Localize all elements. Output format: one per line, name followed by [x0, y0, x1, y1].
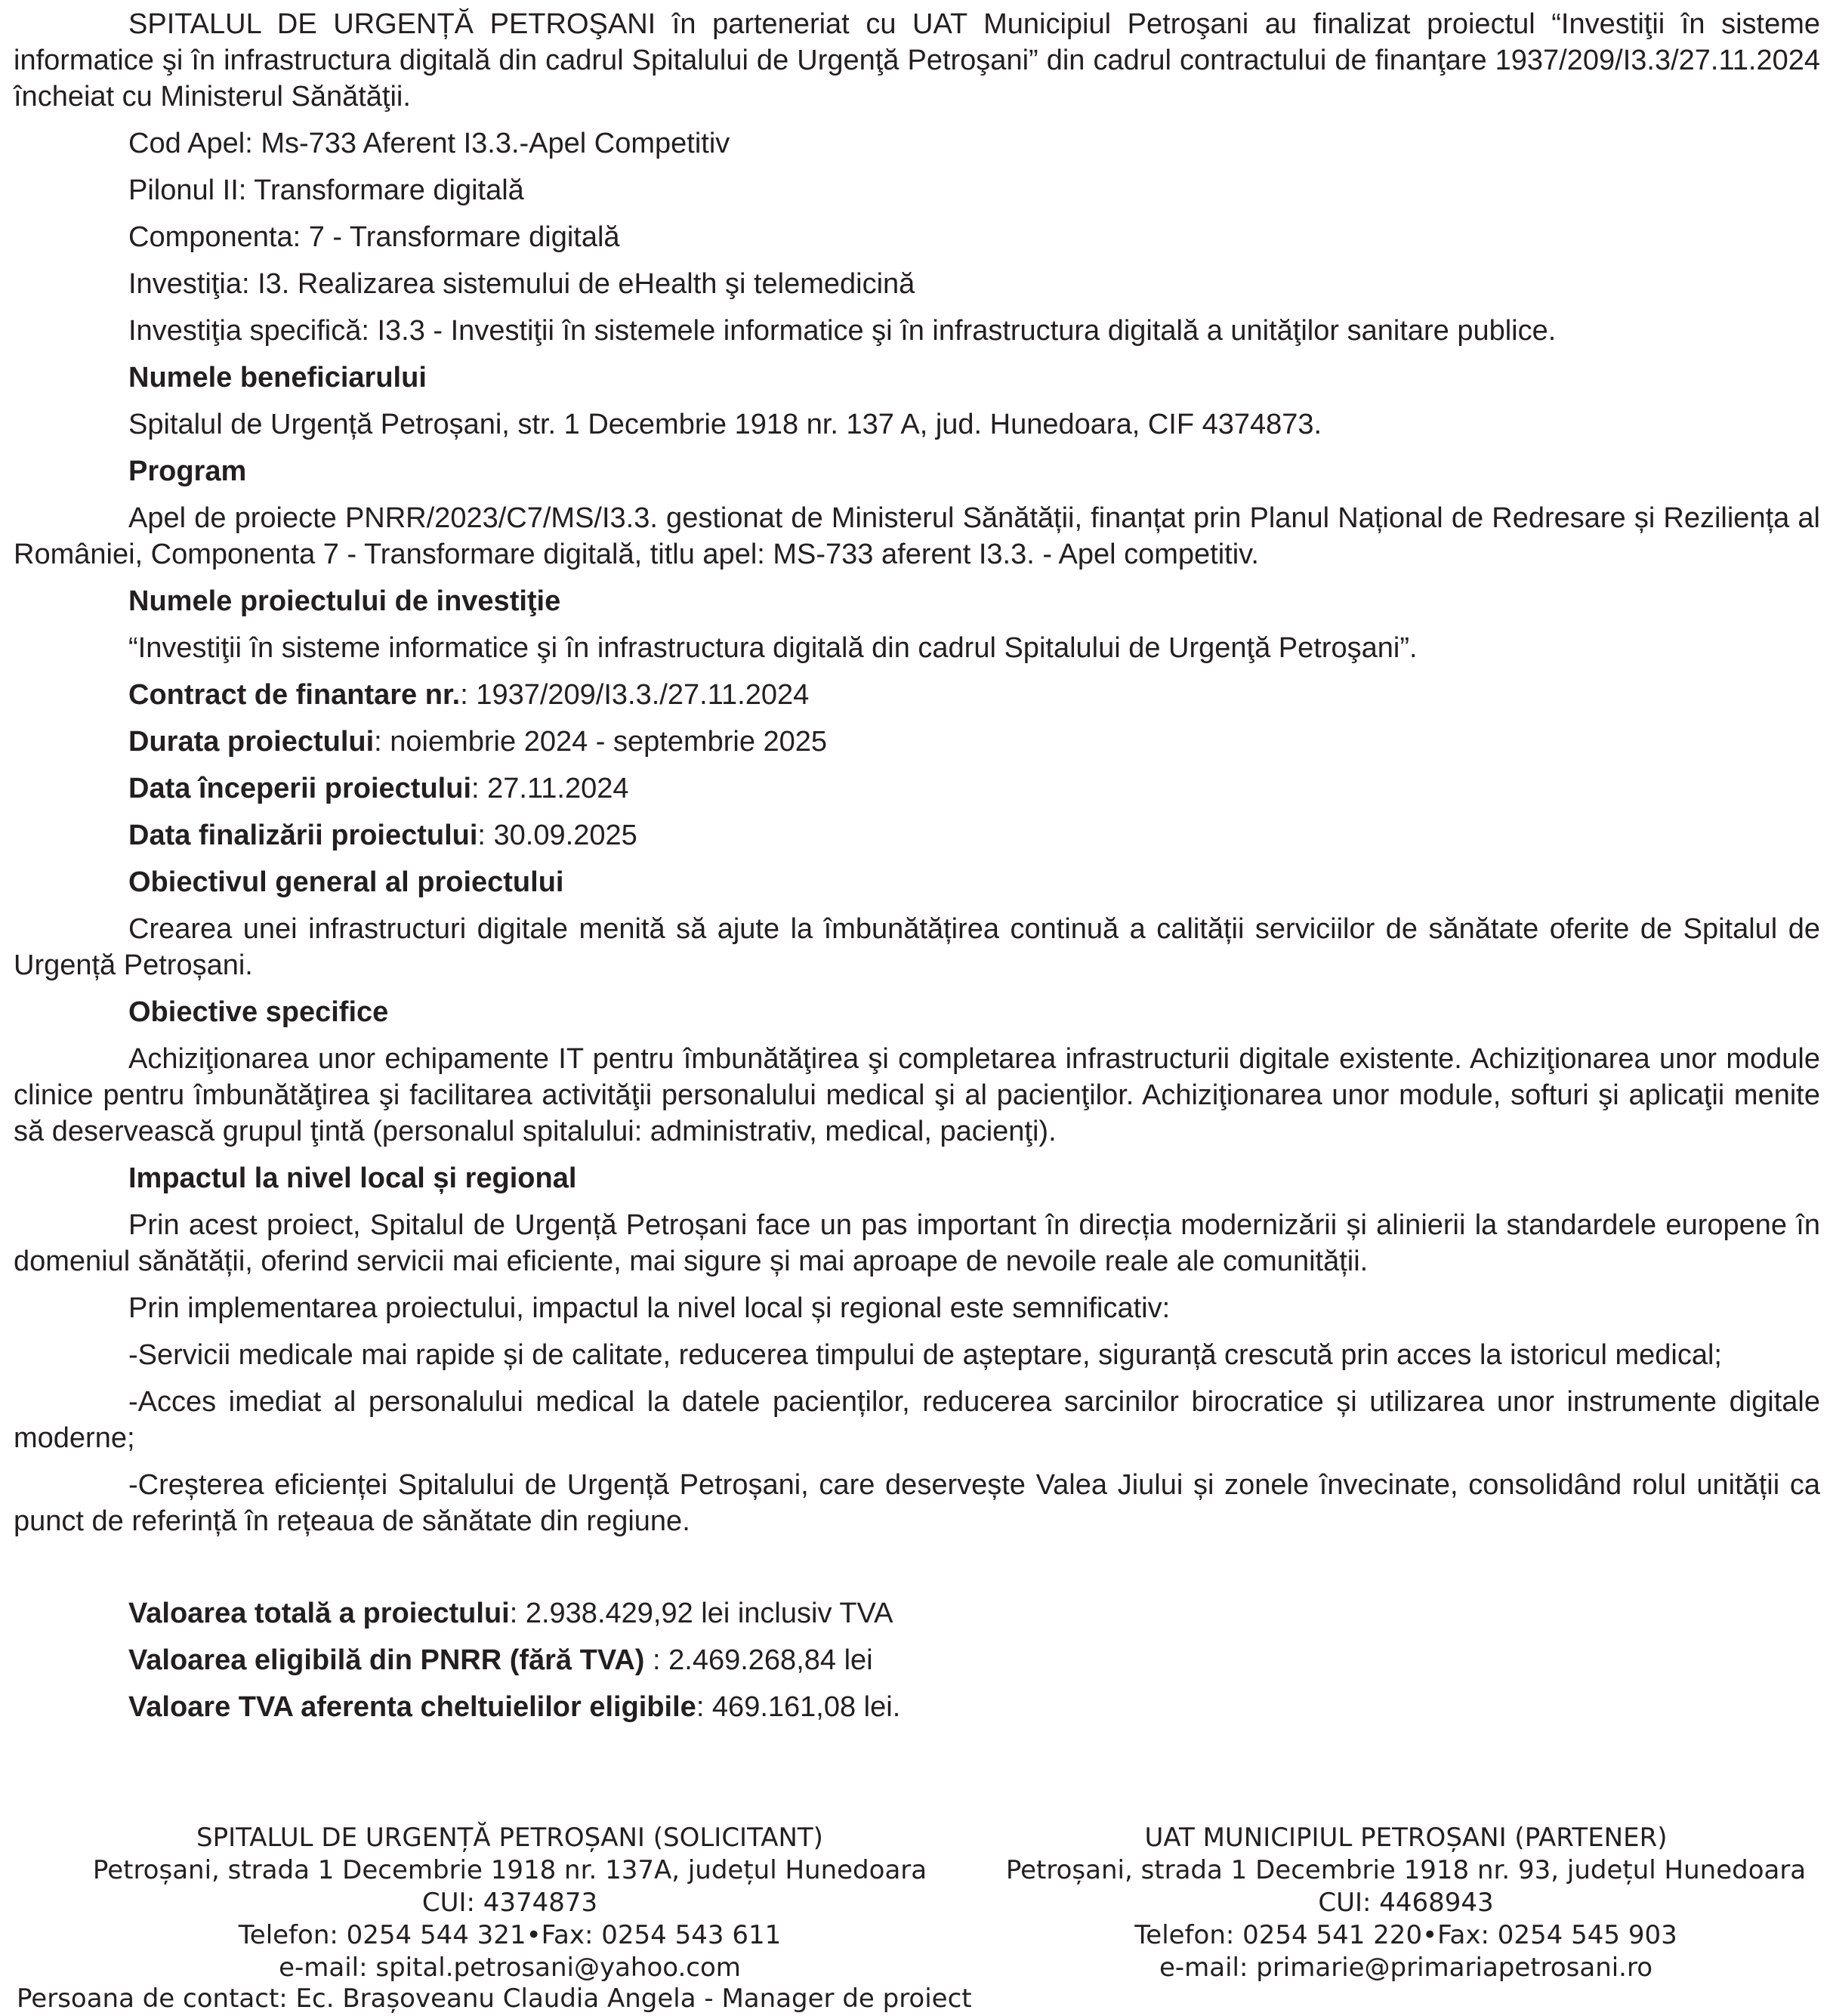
contract-value: : 1937/209/I3.3./27.11.2024 [460, 679, 810, 711]
impact-item-1: -Servicii medicale mai rapide și de calitate, reducerea timpului de așteptare, siguranță crescută prin acces la istoricul medical; [128, 1339, 1722, 1371]
impact-heading: Impactul la nivel local și regional [128, 1162, 577, 1194]
partener-phone: Telefon: 0254 541 220•Fax: 0254 545 903 [1134, 1920, 1677, 1950]
document-body [14, 6, 1820, 1725]
solicitant-phone: Telefon: 0254 544 321•Fax: 0254 543 611 [238, 1920, 782, 1950]
valoare-tva-value: : 469.161,08 lei. [696, 1691, 901, 1723]
partener-email: e-mail: primarie@primariapetrosani.ro [1159, 1953, 1653, 1983]
pilon: Pilonul II: Transformare digitală [128, 174, 524, 206]
valoare-tva-label: Valoare TVA aferenta cheltuielilor eligibile [128, 1691, 696, 1723]
solicitant-cui: CUI: 4374873 [421, 1888, 598, 1918]
contact-person: Persoana de contact: Ec. Brașoveanu Claudia Angela - Manager de proiect [17, 1984, 972, 2014]
program-heading: Program [128, 455, 247, 487]
valoare-eligibila-line [14, 1642, 1820, 1678]
data-finalizarii-label: Data finalizării proiectului [128, 820, 478, 851]
solicitant-block [0, 1822, 1020, 1984]
proiect-text: “Investiţii în sisteme informatice şi în infrastructura digitală din cadrul Spitalului de Urgenţă Petroşani”. [128, 632, 1418, 664]
contract-label: Contract de finantare nr. [128, 679, 461, 711]
impact-item-3: -Creșterea eficienței Spitalului de Urgență Petroșani, care deservește Valea Jiului și zonele învecinate, consolidând rolul unității ca punct de referință în rețeaua de sănătate din regiune. [14, 1469, 1820, 1537]
obiective-specifice-text: Achiziţionarea unor echipamente IT pentru îmbunătăţirea şi completarea infrastructurii digitale existente. Achiziţionarea unor module clinice pentru îmbunătăţirea şi facilitarea activităţii personalului medical şi al pacienţilor. Achiziţionarea unor module, softuri şi aplicaţii menite să deservească grupul ţintă (personalul spitalului: administrativ, medical, pacienţi). [14, 1043, 1820, 1147]
data-inceperii-line [14, 770, 1820, 807]
investitia-specifica: Investiţia specifică: I3.3 - Investiţii în sistemele informatice şi în infrastructura digitală a unităţilor sanitare publice. [128, 315, 1557, 347]
proiect-heading: Numele proiectului de investiţie [128, 585, 561, 617]
data-finalizarii-line [14, 817, 1820, 854]
componenta: Componenta: 7 - Transformare digitală [128, 221, 620, 253]
obiective-specifice-heading: Obiective specifice [128, 996, 389, 1028]
partener-address: Petroșani, strada 1 Decembrie 1918 nr. 93, județul Hunedoara [1005, 1855, 1807, 1885]
investitia: Investiţia: I3. Realizarea sistemului de eHealth şi telemedicină [128, 268, 915, 300]
solicitant-address: Petroșani, strada 1 Decembrie 1918 nr. 137A, județul Hunedoara [92, 1855, 927, 1885]
durata-value: : noiembrie 2024 - septembrie 2025 [374, 726, 828, 758]
partener-name: UAT MUNICIPIUL PETROȘANI (PARTENER) [1144, 1823, 1668, 1853]
obiectiv-general-text: Crearea unei infrastructuri digitale menită să ajute la îmbunătățirea continuă a calității serviciilor de sănătate oferite de Spitalul de Urgență Petroșani. [14, 913, 1820, 981]
impact-paragraph-1: Prin acest proiect, Spitalul de Urgență Petroșani face un pas important în direcția modernizării și alinierii la standardele europene în domeniul sănătății, oferind servicii mai eficiente, mai sigure și mai aproape de nevoile reale ale comunității. [14, 1209, 1820, 1277]
data-finalizarii-value: : 30.09.2025 [477, 820, 637, 851]
data-inceperii-label: Data începerii proiectului [128, 773, 471, 804]
solicitant-name: SPITALUL DE URGENȚĂ PETROȘANI (SOLICITANT) [196, 1823, 823, 1853]
impact-item-2: -Acces imediat al personalului medical la datele pacienților, reducerea sarcinilor birocratice și utilizarea unor instrumente digitale moderne; [14, 1386, 1820, 1454]
valoare-eligibila-label: Valoarea eligibilă din PNRR (fără TVA) [128, 1644, 645, 1676]
durata-label: Durata proiectului [128, 726, 375, 758]
beneficiar-text: Spitalul de Urgență Petroșani, str. 1 Decembrie 1918 nr. 137 A, jud. Hunedoara, CIF 4374873. [128, 409, 1322, 440]
valoare-totala-value: : 2.938.429,92 lei inclusiv TVA [509, 1598, 893, 1629]
valoare-totala-label: Valoarea totală a proiectului [128, 1598, 510, 1629]
program-text: Apel de proiecte PNRR/2023/C7/MS/I3.3. gestionat de Ministerul Sănătății, finanțat prin Planul Național de Redresare și Reziliența al României, Componenta 7 - Transformare digitală, titlu apel: MS-733 aferent I3.3. - Apel competitiv. [14, 502, 1820, 570]
cod-apel: Cod Apel: Ms-733 Aferent I3.3.-Apel Competitiv [128, 128, 730, 159]
beneficiar-heading: Numele beneficiarului [128, 362, 427, 394]
valoare-totala-line [14, 1595, 1820, 1632]
intro-paragraph: SPITALUL DE URGENȚĂ PETROŞANI în parteneriat cu UAT Municipiul Petroşani au finalizat proiectul “Investiţii în sisteme informatice şi în infrastructura digitală din cadrul Spitalului de Urgenţă Petroşani” din cadrul contractului de finanţare 1937/209/I3.3/27.11.2024 încheiat cu Ministerul Sănătăţii. [14, 8, 1820, 113]
valoare-tva-line [14, 1689, 1820, 1725]
partener-block [989, 1822, 1822, 1984]
impact-paragraph-2: Prin implementarea proiectului, impactul la nivel local și regional este semnificativ: [128, 1292, 1171, 1324]
durata-line [14, 724, 1820, 760]
contract-line [14, 677, 1820, 713]
solicitant-email: e-mail: spital.petrosani@yahoo.com [279, 1953, 741, 1983]
partener-cui: CUI: 4468943 [1318, 1888, 1494, 1918]
data-inceperii-value: : 27.11.2024 [471, 773, 629, 804]
obiectiv-general-heading: Obiectivul general al proiectului [128, 866, 564, 898]
valoare-eligibila-value: : 2.469.268,84 lei [644, 1644, 873, 1676]
